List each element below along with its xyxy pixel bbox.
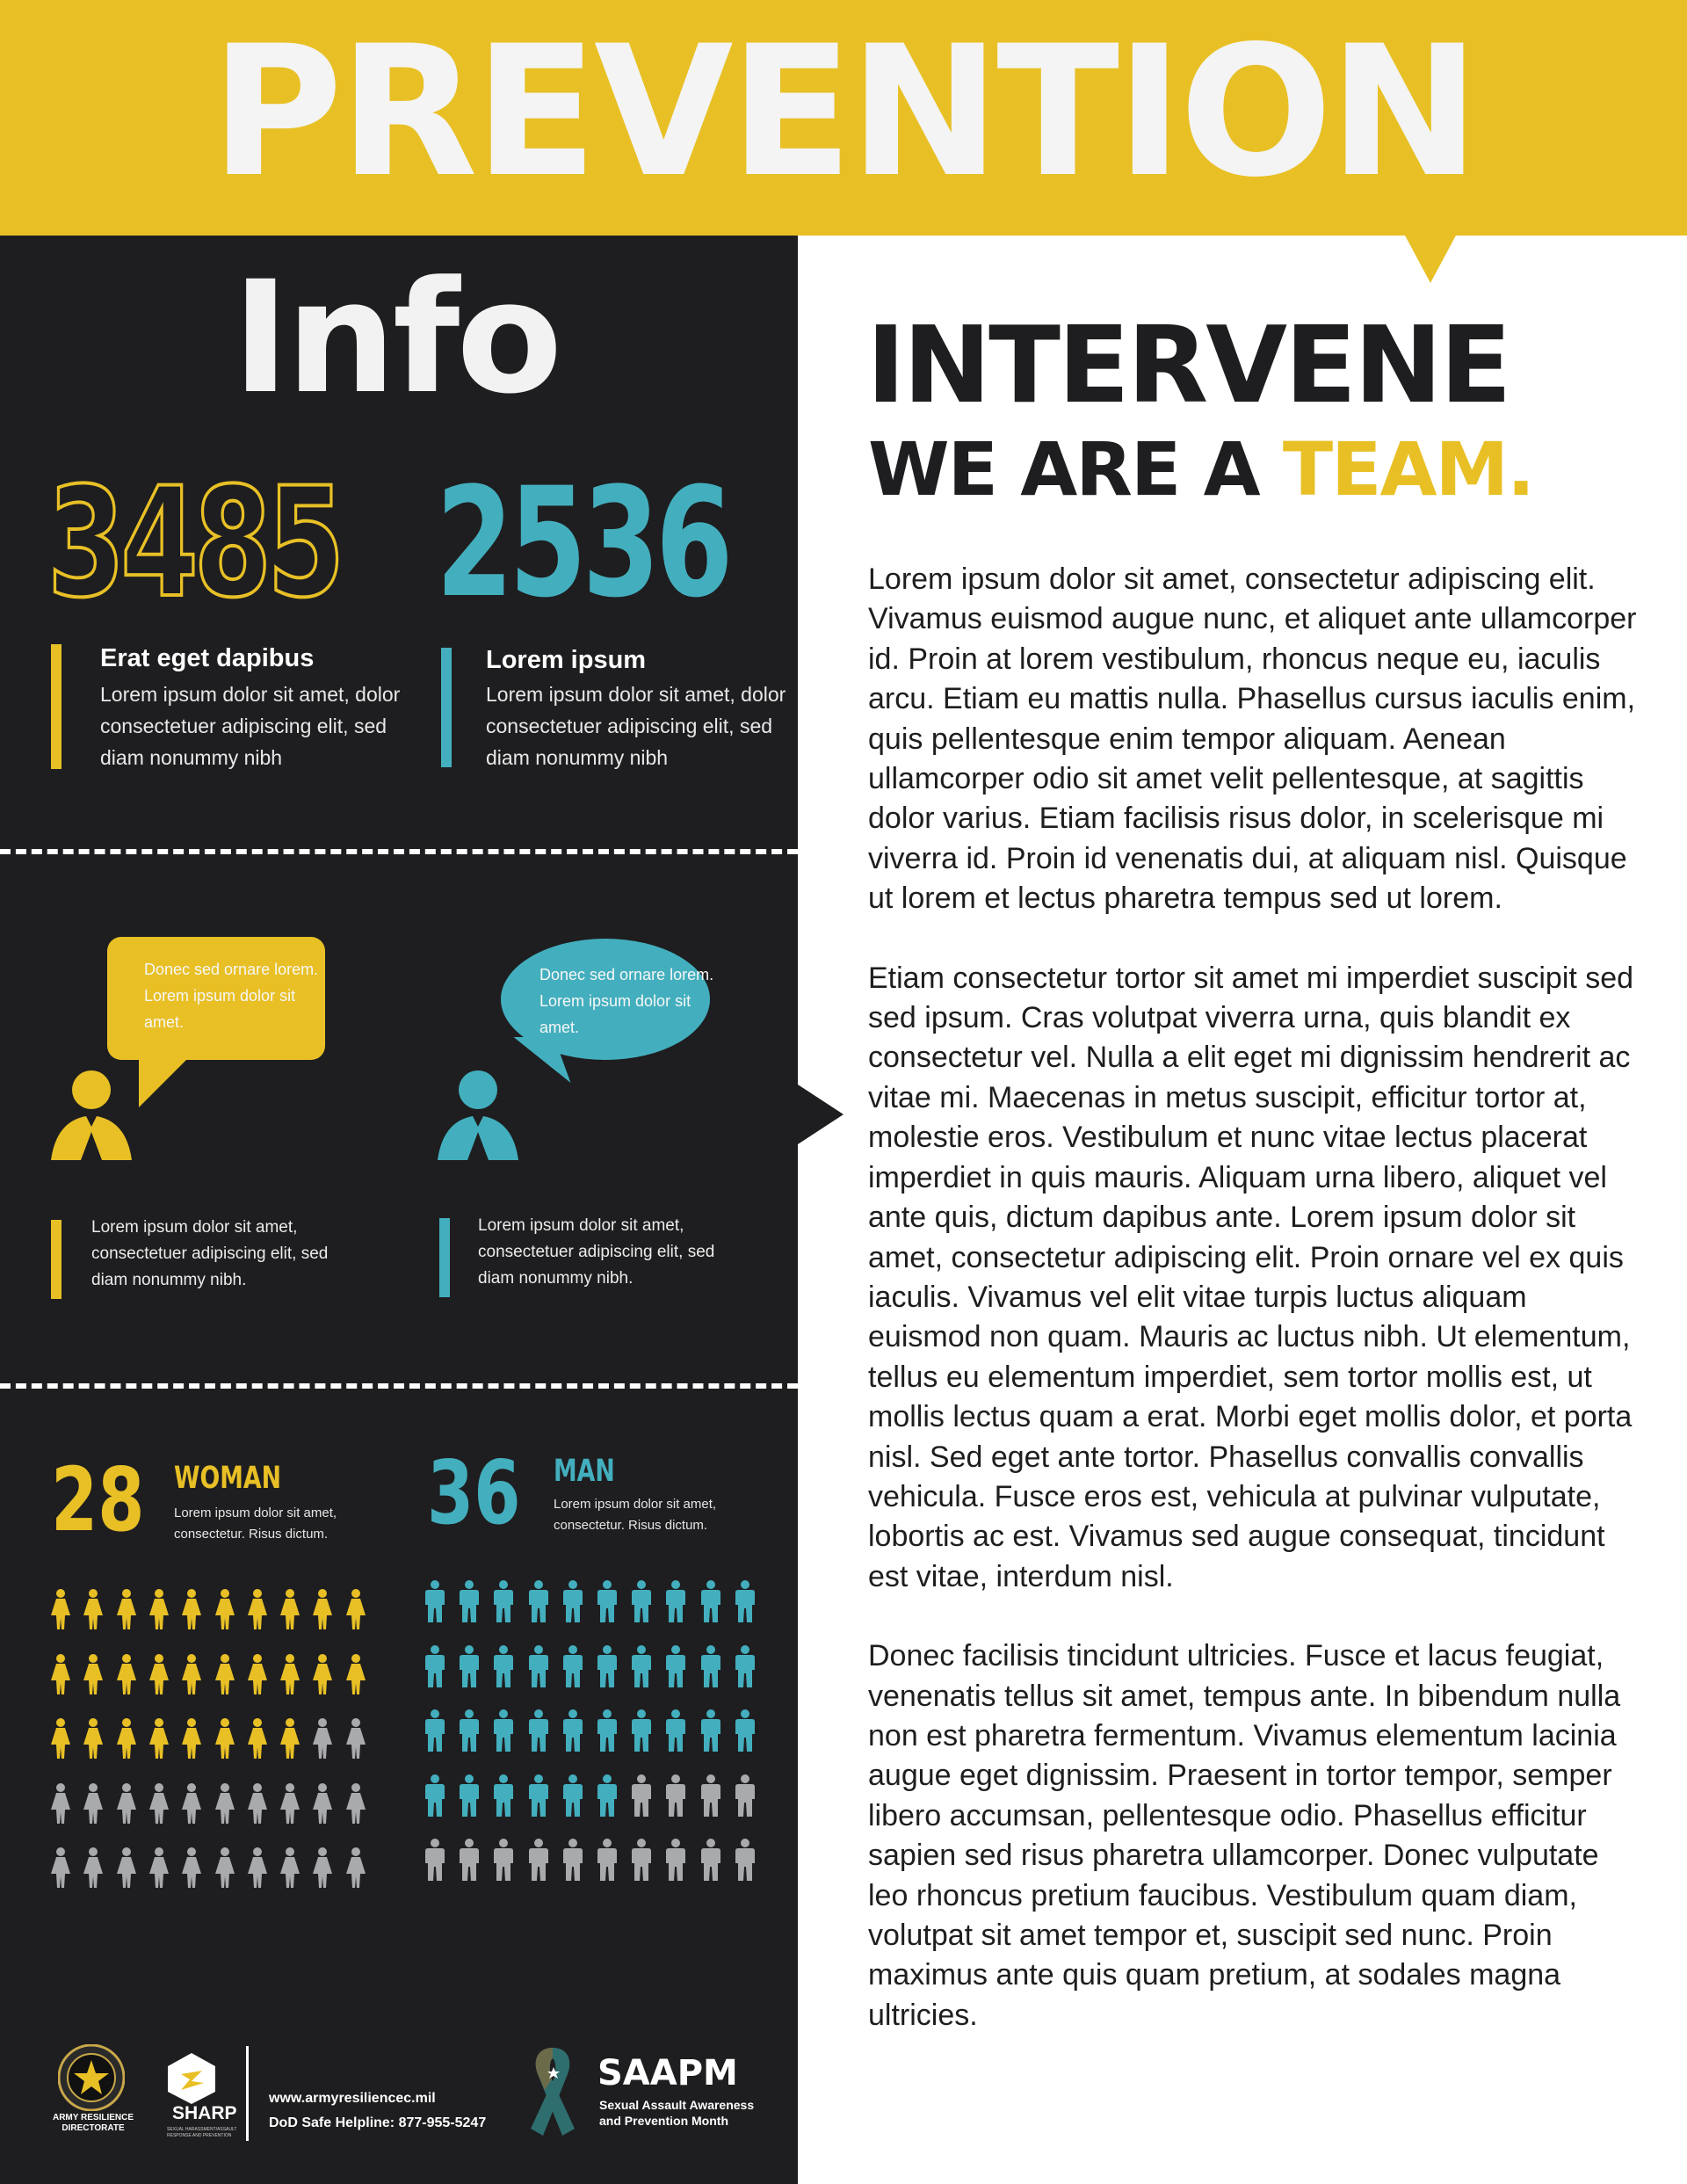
man-figure-icon: [597, 1645, 617, 1687]
man-figure-icon: [460, 1839, 479, 1881]
man-figure-icon: [494, 1774, 513, 1817]
woman-figure-icon: [214, 1589, 235, 1629]
man-figure-icon: [632, 1839, 651, 1881]
woman-figure-icon: [148, 1718, 170, 1759]
army-star-logo: [58, 2044, 125, 2111]
woman-figure-icon: [181, 1589, 202, 1629]
man-figure-icon: [494, 1709, 513, 1752]
woman-figure-icon: [279, 1589, 300, 1629]
man-figure-icon: [529, 1774, 548, 1817]
woman-figure-icon: [345, 1783, 366, 1824]
speech-bubble-1-text: Donec sed ornare lorem. Lorem ipsum dolor sit amet.: [144, 961, 319, 1031]
man-label: MAN: [554, 1454, 615, 1489]
man-figure-icon: [597, 1774, 617, 1817]
woman-figure-icon: [312, 1589, 333, 1629]
woman-figure-icon: [83, 1589, 104, 1629]
man-figure-icon: [735, 1645, 755, 1687]
woman-figure-icon: [50, 1718, 71, 1759]
man-figure-icon: [597, 1839, 617, 1881]
man-figure-icon: [632, 1580, 651, 1622]
caption-accent-bar-1: [51, 1220, 62, 1299]
team-subheading-highlight: TEAM.: [1282, 426, 1534, 512]
man-figure-icon: [735, 1839, 755, 1881]
sharp-logo-name: SHARP: [172, 2103, 237, 2123]
woman-figure-icon: [214, 1718, 235, 1759]
man-figure-icon: [701, 1709, 720, 1752]
woman-figure-icon: [148, 1654, 170, 1694]
woman-figure-icon: [116, 1718, 137, 1759]
body-paragraph-3: Donec facilisis tincidunt ultricies. Fusce et lacus feugiat, venenatis tellus sit amet, tempus ante. In bibendum nulla non est pharetra fermentum. Vivamus elementum lacinia augue eget dignissim. Praesent in tortor tempor, semper libero accumsan, pellentesque odio. Phasellus efficitur sapien sed risus pharetra ullamcorper. Donec vulputate leo rhoncus pretium faucibus. Vestibulum quam diam, volutpat sit amet tempor et, suscipit sed nunc. Proin maximus ante quis quam pretium, at sodales magna ultricies.: [868, 1639, 1621, 2032]
woman-figure-icon: [181, 1783, 202, 1824]
woman-figure-icon: [148, 1847, 170, 1888]
footer-website[interactable]: www.armyresiliencec.mil: [269, 2091, 436, 2106]
woman-figure-icon: [214, 1654, 235, 1694]
man-figure-icon: [666, 1580, 685, 1622]
man-figure-icon: [529, 1580, 548, 1622]
woman-figure-icon: [116, 1783, 137, 1824]
stat-body-2: Lorem ipsum dolor sit amet, dolor consectetuer adipiscing elit, sed diam nonummy nibh: [486, 683, 786, 769]
page-title: PREVENTION: [210, 8, 1477, 217]
woman-figure-icon: [181, 1718, 202, 1759]
man-figure-icon: [494, 1839, 513, 1881]
woman-figure-icon: [247, 1718, 268, 1759]
woman-figure-icon: [116, 1847, 137, 1888]
woman-figure-icon: [279, 1783, 300, 1824]
sharp-logo-caption: SEXUAL HARASSMENT/ASSAULT RESPONSE AND PREVENTION: [167, 2127, 237, 2138]
man-figure-icon: [460, 1645, 479, 1687]
stat-accent-bar-2: [441, 648, 452, 767]
woman-figure-icon: [345, 1589, 366, 1629]
section-divider-2: [0, 1383, 798, 1389]
caption-accent-bar-2: [439, 1218, 450, 1297]
woman-figure-icon: [312, 1718, 333, 1759]
woman-figure-icon: [83, 1654, 104, 1694]
sharp-logo-icon: [165, 2051, 218, 2106]
woman-figure-icon: [247, 1654, 268, 1694]
woman-figure-icon: [116, 1654, 137, 1694]
woman-figure-icon: [312, 1654, 333, 1694]
man-figure-icon: [701, 1774, 720, 1817]
man-figure-icon: [425, 1839, 445, 1881]
speech-bubble-1-tail: [139, 1058, 188, 1107]
woman-figure-icon: [83, 1783, 104, 1824]
woman-figure-icon: [345, 1718, 366, 1759]
body-paragraph-1: Lorem ipsum dolor sit amet, consectetur adipiscing elit. Vivamus euismod augue nunc, et aliquet ante ullamcorper id. Proin at lorem vestibulum, rhoncus neque eu, iaculis arcu. Etiam eu mattis nulla. Phasellus cursus iaculis enim, quis pellentesque enim tempor aliquam. Aenean ullamcorper odio sit amet velit pellentesque, at sagittis dolor varius. Etiam facilisis risus dolor, in scelerisque mi viverra id. Proin id venenatis dui, at aliquam nisl. Quisque ut lorem et lectus pharetra tempus sed ut lorem.: [868, 562, 1637, 916]
man-figure-icon: [529, 1709, 548, 1752]
woman-figure-icon: [279, 1718, 300, 1759]
man-figure-icon: [529, 1839, 548, 1881]
man-figure-icon: [460, 1709, 479, 1752]
woman-figure-icon: [312, 1783, 333, 1824]
woman-figure-icon: [148, 1589, 170, 1629]
man-figure-icon: [563, 1645, 583, 1687]
stat-heading-2: Lorem ipsum: [486, 646, 647, 674]
man-figure-icon: [425, 1709, 445, 1752]
woman-figure-icon: [345, 1847, 366, 1888]
footer-divider: [246, 2046, 249, 2141]
person-icon-teal: [438, 1070, 518, 1160]
speech-bubble-2-text: Donec sed ornare lorem. Lorem ipsum dolor sit amet.: [539, 966, 714, 1036]
panel-pointer: [798, 1085, 844, 1144]
woman-label: WOMAN: [174, 1461, 282, 1496]
woman-figure-icon: [279, 1847, 300, 1888]
man-figure-icon: [666, 1709, 685, 1752]
woman-figure-icon: [83, 1847, 104, 1888]
person-icon-yellow: [51, 1070, 132, 1160]
man-figure-icon: [563, 1774, 583, 1817]
saapm-subtitle-1: Sexual Assault Awareness: [599, 2098, 755, 2112]
man-figure-icon: [563, 1709, 583, 1752]
man-figure-icon: [735, 1580, 755, 1622]
stat-body-1: Lorem ipsum dolor sit amet, dolor consectetuer adipiscing elit, sed diam nonummy nibh: [100, 683, 401, 769]
man-figure-icon: [563, 1839, 583, 1881]
woman-figure-icon: [345, 1654, 366, 1694]
man-figure-icon: [666, 1839, 685, 1881]
woman-figure-icon: [247, 1589, 268, 1629]
woman-figure-icon: [148, 1783, 170, 1824]
man-figure-icon: [494, 1645, 513, 1687]
man-figure-icon: [735, 1774, 755, 1817]
woman-figure-icon: [116, 1589, 137, 1629]
bubble-caption-1: Lorem ipsum dolor sit amet, consectetuer adipiscing elit, sed diam nonummy nibh.: [91, 1218, 329, 1289]
man-figure-icon: [529, 1645, 548, 1687]
awareness-ribbon-icon: [527, 2044, 578, 2137]
man-figure-icon: [632, 1774, 651, 1817]
woman-figure-icon: [83, 1718, 104, 1759]
woman-figure-icon: [50, 1783, 71, 1824]
man-figure-icon: [666, 1774, 685, 1817]
section-divider-1: [0, 849, 798, 854]
woman-figure-icon: [214, 1847, 235, 1888]
team-subheading: [868, 425, 1533, 513]
stat-accent-bar-1: [51, 644, 62, 769]
man-figure-icon: [735, 1709, 755, 1752]
woman-description: Lorem ipsum dolor sit amet, consectetur. Risus dictum.: [174, 1506, 337, 1542]
banner-pointer: [1404, 234, 1457, 283]
army-logo-caption: ARMY RESILIENCE DIRECTORATE: [52, 2113, 134, 2133]
man-figure-icon: [460, 1774, 479, 1817]
woman-figure-icon: [247, 1847, 268, 1888]
man-count: 36: [427, 1441, 521, 1544]
stat-heading-1: Erat eget dapibus: [100, 644, 315, 672]
woman-figure-icon: [181, 1654, 202, 1694]
man-figure-icon: [425, 1774, 445, 1817]
man-figure-icon: [425, 1645, 445, 1687]
man-figure-icon: [632, 1645, 651, 1687]
woman-figure-icon: [50, 1654, 71, 1694]
man-figure-icon: [494, 1580, 513, 1622]
intervene-heading: INTERVENE: [866, 305, 1510, 427]
man-figure-icon: [701, 1645, 720, 1687]
woman-figure-icon: [247, 1783, 268, 1824]
man-figure-icon: [460, 1580, 479, 1622]
woman-figure-icon: [279, 1654, 300, 1694]
footer-helpline: DoD Safe Helpline: 877-955-5247: [269, 2115, 487, 2130]
body-paragraph-2: Etiam consectetur tortor sit amet mi imperdiet suscipit sed sed ipsum. Cras volutpat viverra urna, quis blandit ex consectetur vel. Nulla a elit eget mi dignissim hendrerit ac vitae mi. Maecenas in metus suscipit, efficitur tortor at, molestie eros. Vestibulum et nunc vitae lectus placerat imperdiet in quis mauris. Aliquam urna libero, aliquet vel ante quis, dictum dapibus ante. Lorem ipsum dolor sit amet, consectetur adipiscing elit. Proin ornare vel ex quis iaculis. Vivamus vel elit vitae turpis luctus aliquam euismod non quam. Mauris ac luctus nibh. Ut elementum, tellus eu elementum imperdiet, sem tortor mollis est, ut mollis lectus quam a erat. Morbi eget mollis dolor, et porta nisl. Sed eget ante tortor. Phasellus convallis convallis vehicula. Fusce eros est, vehicula at pulvinar vulputate, lobortis ac est. Vivamus sed augue consequat, tincidunt est vitae, interdum nisl.: [868, 961, 1634, 1593]
man-figure-icon: [666, 1645, 685, 1687]
body-text: [868, 560, 1641, 2075]
woman-figure-icon: [312, 1847, 333, 1888]
man-figure-icon: [563, 1580, 583, 1622]
bubble-caption-2: Lorem ipsum dolor sit amet, consectetuer adipiscing elit, sed diam nonummy nibh.: [478, 1216, 715, 1288]
man-figure-icon: [597, 1709, 617, 1752]
woman-figure-icon: [50, 1589, 71, 1629]
woman-figure-icon: [214, 1783, 235, 1824]
man-figure-icon: [597, 1580, 617, 1622]
man-description: Lorem ipsum dolor sit amet, consectetur. Risus dictum.: [554, 1497, 717, 1533]
header-banner: [0, 0, 1687, 236]
man-figure-icon: [632, 1709, 651, 1752]
woman-count: 28: [51, 1448, 145, 1551]
team-subheading-prefix: WE ARE A: [868, 426, 1259, 512]
stat-number-2: 2536: [436, 454, 729, 631]
man-figure-icon: [701, 1839, 720, 1881]
man-figure-icon: [425, 1580, 445, 1622]
woman-figure-icon: [50, 1847, 71, 1888]
saapm-subtitle-2: and Prevention Month: [599, 2114, 728, 2128]
info-title: Info: [232, 248, 560, 428]
man-figure-icon: [701, 1580, 720, 1622]
saapm-title: SAAPM: [597, 2053, 738, 2093]
woman-figure-icon: [181, 1847, 202, 1888]
stat-number-1: 3485: [47, 454, 341, 631]
